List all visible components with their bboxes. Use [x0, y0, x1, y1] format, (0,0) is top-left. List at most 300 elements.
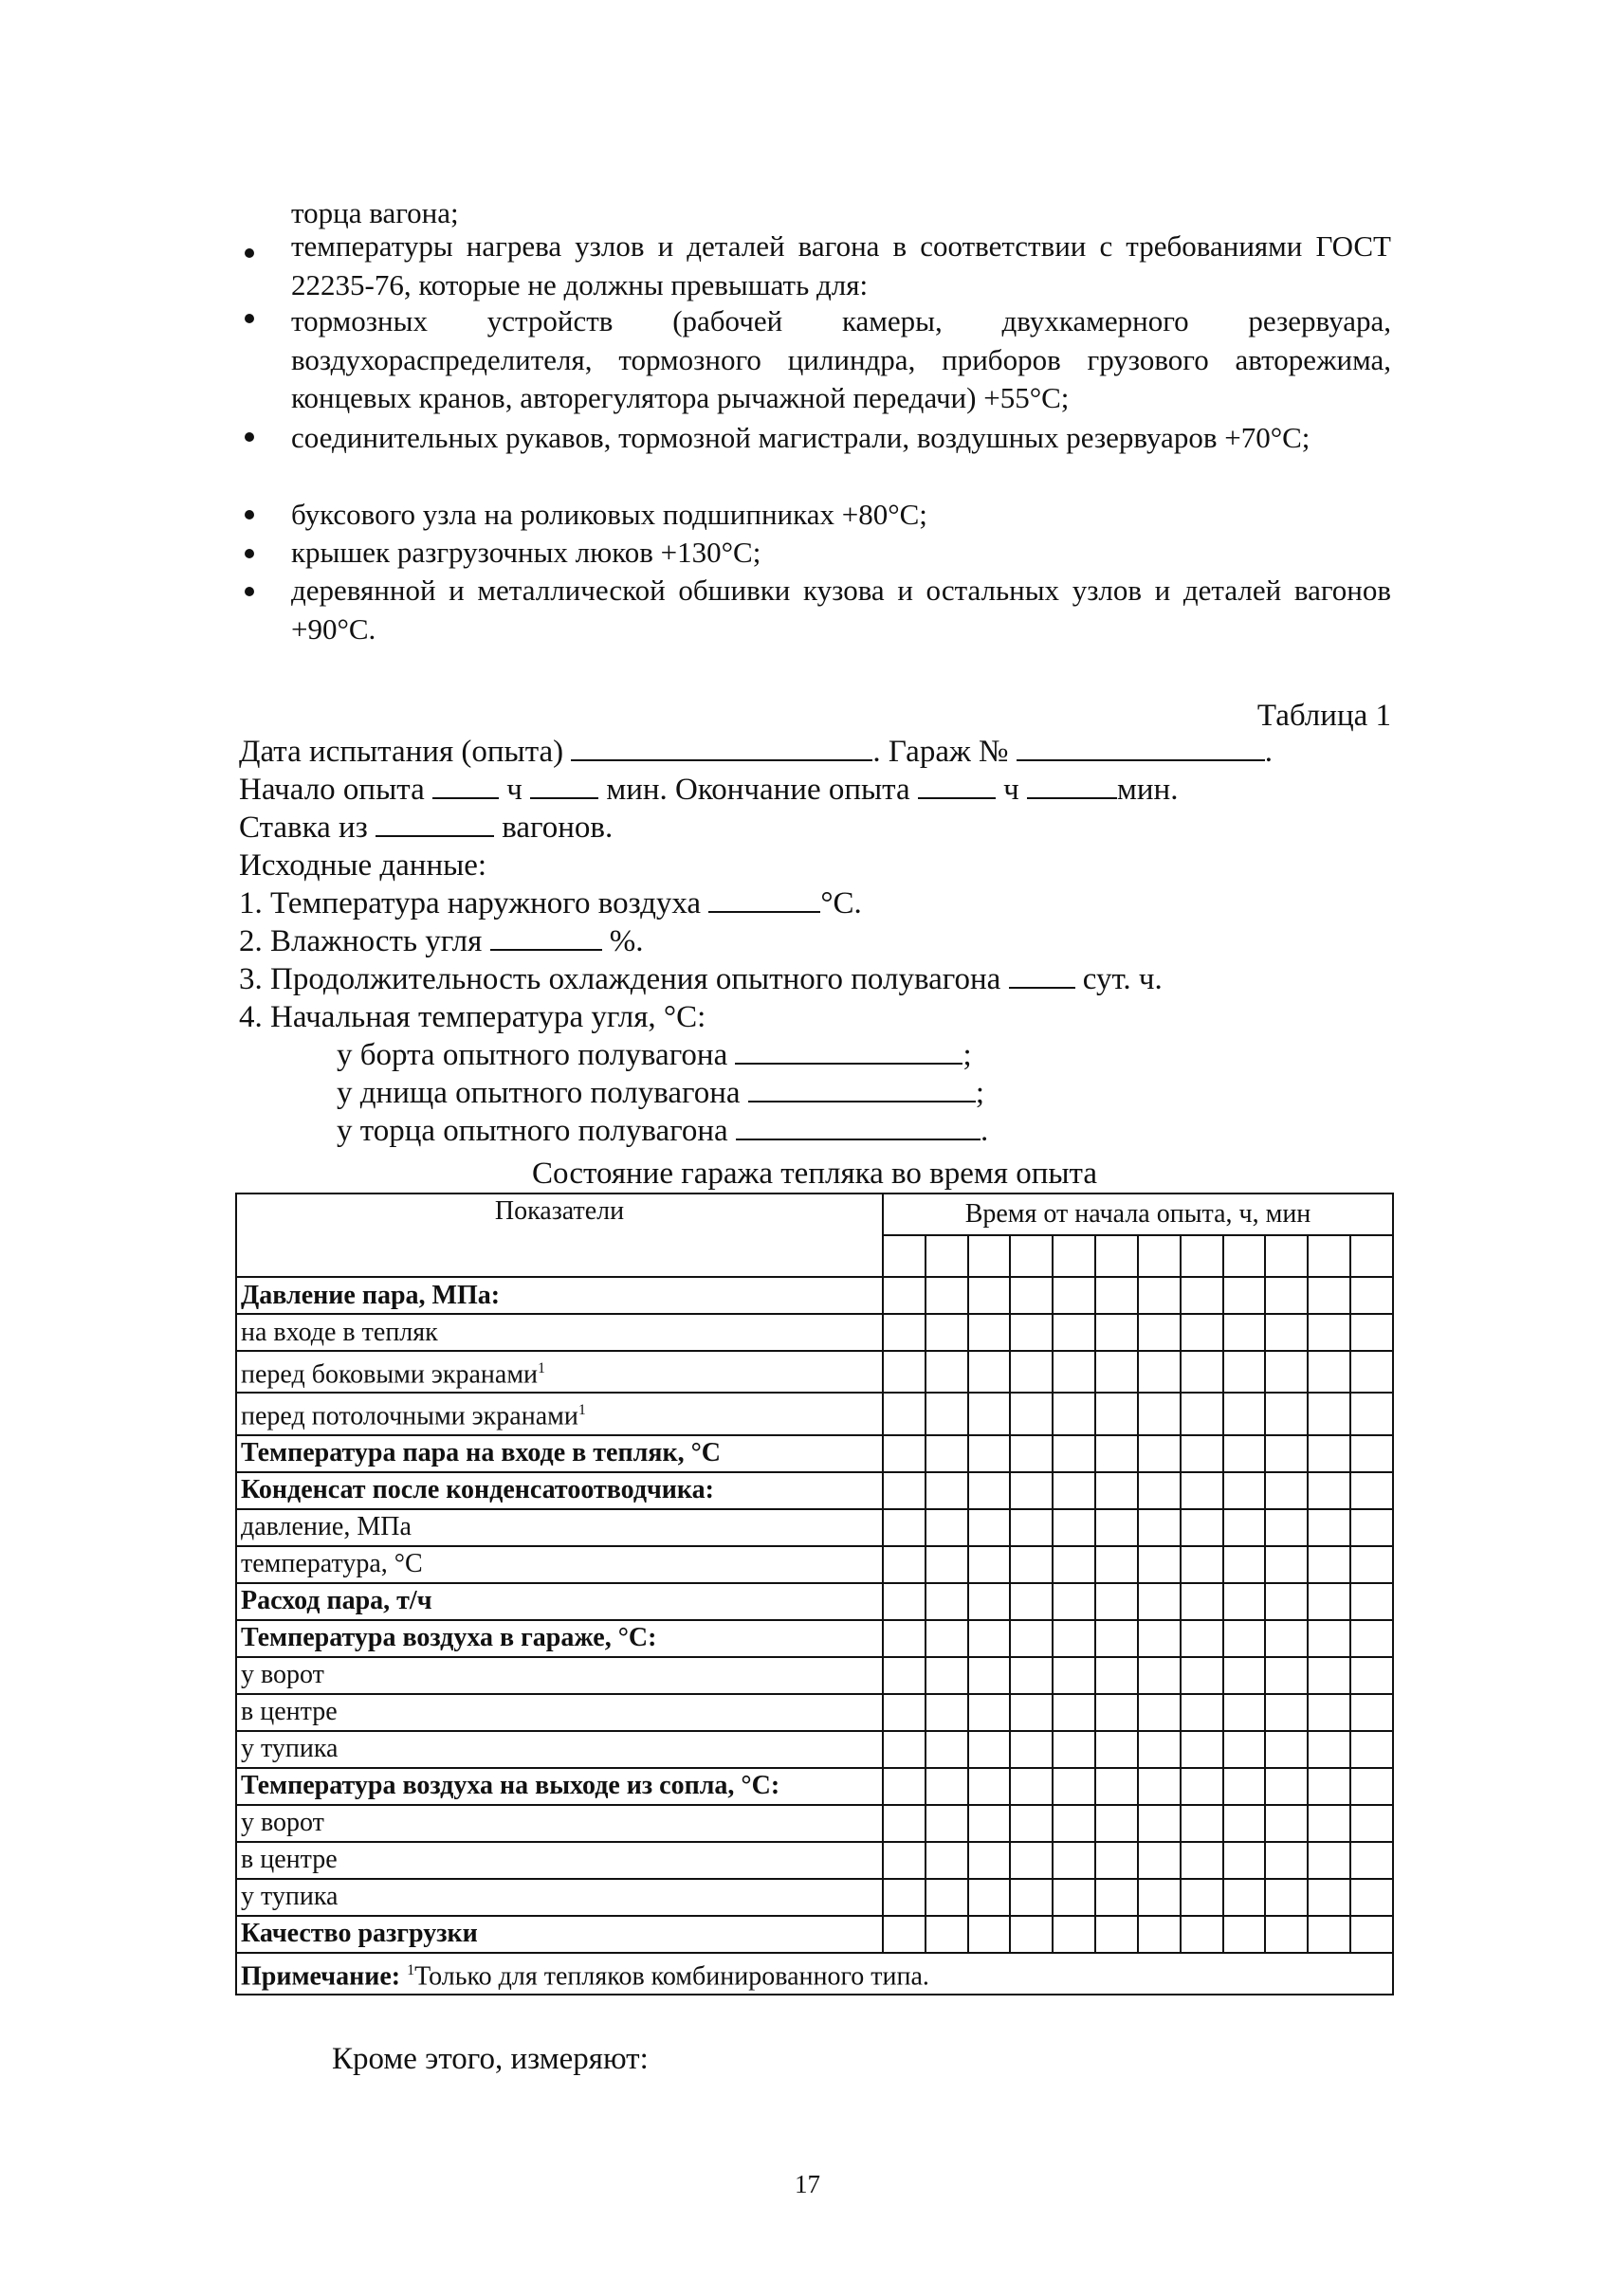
time-value-cell[interactable]	[1138, 1351, 1181, 1393]
time-value-cell[interactable]	[1350, 1694, 1393, 1731]
indicator-label: на входе в тепляк	[236, 1314, 883, 1351]
time-value-cell[interactable]	[883, 1314, 926, 1351]
time-value-cell[interactable]	[926, 1393, 968, 1434]
time-value-cell[interactable]	[1138, 1393, 1181, 1434]
time-column-cell[interactable]	[883, 1235, 926, 1277]
time-value-cell[interactable]	[883, 1277, 926, 1314]
time-value-cell[interactable]	[1265, 1393, 1308, 1434]
time-value-cell[interactable]	[1181, 1805, 1223, 1842]
time-value-cell[interactable]	[1350, 1314, 1393, 1351]
time-value-cell[interactable]	[1138, 1916, 1181, 1953]
time-value-cell[interactable]	[1265, 1620, 1308, 1657]
indicator-label: перед боковыми экранами$^1$	[236, 1351, 883, 1393]
time-value-cell[interactable]	[1138, 1435, 1181, 1472]
time-value-cell[interactable]	[1010, 1768, 1053, 1805]
time-value-cell[interactable]	[883, 1620, 926, 1657]
table-row	[236, 1277, 1393, 1314]
time-value-cell[interactable]	[1223, 1694, 1266, 1731]
time-value-cell[interactable]	[1010, 1879, 1053, 1916]
time-value-cell[interactable]	[968, 1472, 1011, 1509]
min-end-label: мин. Окончание опыта	[606, 773, 910, 807]
time-value-cell[interactable]	[1308, 1393, 1350, 1434]
time-value-cell[interactable]	[968, 1879, 1011, 1916]
time-value-cell[interactable]	[883, 1546, 926, 1583]
stavka-blank[interactable]	[376, 809, 494, 837]
time-value-cell[interactable]	[1223, 1546, 1266, 1583]
bullet-item: деревянной и металлической обшивки кузова и остальных узлов и деталей вагонов +90°С.	[291, 574, 1391, 646]
time-value-cell[interactable]	[1138, 1583, 1181, 1620]
time-value-cell[interactable]	[1010, 1351, 1053, 1393]
time-value-cell[interactable]	[1053, 1842, 1095, 1879]
time-value-cell[interactable]	[883, 1472, 926, 1509]
time-value-cell[interactable]	[1181, 1657, 1223, 1694]
time-value-cell[interactable]	[1010, 1694, 1053, 1731]
time-value-cell[interactable]	[883, 1768, 926, 1805]
time-value-cell[interactable]	[1138, 1657, 1181, 1694]
time-value-cell[interactable]	[1265, 1842, 1308, 1879]
time-value-cell[interactable]	[1095, 1351, 1138, 1393]
indicator-label: Конденсат после конденсатоотводчика:	[236, 1472, 883, 1509]
time-value-cell[interactable]	[926, 1842, 968, 1879]
time-value-cell[interactable]	[1010, 1277, 1053, 1314]
time-value-cell[interactable]	[1010, 1731, 1053, 1768]
time-value-cell[interactable]	[1308, 1657, 1350, 1694]
time-value-cell[interactable]	[1265, 1351, 1308, 1393]
time-value-cell[interactable]	[1053, 1657, 1095, 1694]
time-value-cell[interactable]	[1265, 1472, 1308, 1509]
intro-line: торца вагона;	[291, 196, 459, 229]
time-value-cell[interactable]	[1350, 1583, 1393, 1620]
sub-2-label: у днища опытного полувагона	[337, 1076, 741, 1110]
time-value-cell[interactable]	[1095, 1879, 1138, 1916]
start-hours-blank[interactable]	[432, 771, 499, 799]
table-row	[236, 1842, 1393, 1879]
time-value-cell[interactable]	[1350, 1916, 1393, 1953]
time-value-cell[interactable]	[1350, 1879, 1393, 1916]
time-value-cell[interactable]	[1223, 1472, 1266, 1509]
item-1-unit: °С.	[820, 886, 862, 920]
time-value-cell[interactable]	[926, 1435, 968, 1472]
time-value-cell[interactable]	[1053, 1694, 1095, 1731]
time-value-cell[interactable]	[1223, 1805, 1266, 1842]
time-column-cell[interactable]	[1308, 1235, 1350, 1277]
time-value-cell[interactable]	[1095, 1583, 1138, 1620]
date-blank[interactable]	[571, 733, 872, 761]
humidity-blank[interactable]	[490, 922, 602, 951]
time-value-cell[interactable]	[1265, 1805, 1308, 1842]
time-value-cell[interactable]	[1138, 1768, 1181, 1805]
time-value-cell[interactable]	[1095, 1842, 1138, 1879]
time-value-cell[interactable]	[1265, 1583, 1308, 1620]
time-value-cell[interactable]	[968, 1916, 1011, 1953]
time-value-cell[interactable]	[1053, 1583, 1095, 1620]
time-value-cell[interactable]	[1181, 1583, 1223, 1620]
time-column-cell[interactable]	[1350, 1235, 1393, 1277]
time-value-cell[interactable]	[1308, 1731, 1350, 1768]
time-value-cell[interactable]	[1095, 1916, 1138, 1953]
time-value-cell[interactable]	[1350, 1731, 1393, 1768]
time-value-cell[interactable]	[968, 1435, 1011, 1472]
outdoor-temp-blank[interactable]	[708, 884, 820, 913]
time-value-cell[interactable]	[1010, 1509, 1053, 1546]
indicator-label: Температура пара на входе в тепляк, °С	[236, 1435, 883, 1472]
garage-state-table	[235, 1193, 1394, 1995]
time-value-cell[interactable]	[1010, 1435, 1053, 1472]
indicator-label: Давление пара, МПа:	[236, 1277, 883, 1314]
time-value-cell[interactable]	[968, 1731, 1011, 1768]
stavka-label: Ставка из	[239, 811, 368, 845]
bullet-item: температуры нагрева узлов и деталей вагона в соответствии с требованиями ГОСТ 22235-76, которые не должны превышать для:	[291, 229, 1391, 301]
time-column-cell[interactable]	[968, 1235, 1011, 1277]
time-value-cell[interactable]	[1265, 1314, 1308, 1351]
time-value-cell[interactable]	[968, 1842, 1011, 1879]
time-value-cell[interactable]	[926, 1731, 968, 1768]
time-value-cell[interactable]	[968, 1277, 1011, 1314]
time-value-cell[interactable]	[1053, 1314, 1095, 1351]
time-value-cell[interactable]	[1265, 1731, 1308, 1768]
time-value-cell[interactable]	[883, 1435, 926, 1472]
time-value-cell[interactable]	[1223, 1916, 1266, 1953]
time-value-cell[interactable]	[1308, 1277, 1350, 1314]
note-sup: 1	[407, 1961, 415, 1978]
time-value-cell[interactable]	[1095, 1277, 1138, 1314]
time-value-cell[interactable]	[1010, 1546, 1053, 1583]
page-number: 17	[795, 2170, 820, 2198]
time-column-cell[interactable]	[1138, 1235, 1181, 1277]
time-value-cell[interactable]	[1181, 1509, 1223, 1546]
time-value-cell[interactable]	[1181, 1620, 1223, 1657]
time-value-cell[interactable]	[1308, 1805, 1350, 1842]
indicator-label: перед потолочными экранами$^1$	[236, 1393, 883, 1434]
time-value-cell[interactable]	[1095, 1731, 1138, 1768]
time-value-cell[interactable]	[1053, 1916, 1095, 1953]
time-value-cell[interactable]	[1265, 1694, 1308, 1731]
bullet-item: тормозных устройств (рабочей камеры, двухкамерного резервуара, воздухораспределителя, тормозного цилиндра, приборов грузового авторежима, концевых кранов, авторегулятора рычажной передачи) +55°С;	[291, 304, 1391, 414]
time-value-cell[interactable]	[1138, 1509, 1181, 1546]
time-value-cell[interactable]	[1265, 1657, 1308, 1694]
time-value-cell[interactable]	[1223, 1393, 1266, 1434]
time-value-cell[interactable]	[1350, 1277, 1393, 1314]
time-value-cell[interactable]	[1053, 1879, 1095, 1916]
time-value-cell[interactable]	[1095, 1768, 1138, 1805]
bullet-dot	[245, 587, 254, 596]
time-value-cell[interactable]	[1265, 1546, 1308, 1583]
time-value-cell[interactable]	[1181, 1694, 1223, 1731]
time-value-cell[interactable]	[1308, 1842, 1350, 1879]
time-value-cell[interactable]	[1350, 1472, 1393, 1509]
bullet-dot	[245, 248, 254, 258]
time-value-cell[interactable]	[1181, 1879, 1223, 1916]
time-value-cell[interactable]	[1053, 1393, 1095, 1434]
time-value-cell[interactable]	[1350, 1805, 1393, 1842]
time-value-cell[interactable]	[1308, 1583, 1350, 1620]
time-value-cell[interactable]	[968, 1393, 1011, 1434]
time-value-cell[interactable]	[1265, 1768, 1308, 1805]
time-value-cell[interactable]	[1223, 1768, 1266, 1805]
time-value-cell[interactable]	[1308, 1435, 1350, 1472]
time-value-cell[interactable]	[1053, 1546, 1095, 1583]
time-value-cell[interactable]	[1095, 1620, 1138, 1657]
indicator-label: в центре	[236, 1694, 883, 1731]
time-value-cell[interactable]	[1095, 1694, 1138, 1731]
time-value-cell[interactable]	[968, 1805, 1011, 1842]
time-value-cell[interactable]	[1350, 1546, 1393, 1583]
time-value-cell[interactable]	[1181, 1916, 1223, 1953]
time-value-cell[interactable]	[926, 1805, 968, 1842]
time-value-cell[interactable]	[1053, 1277, 1095, 1314]
time-value-cell[interactable]	[883, 1694, 926, 1731]
time-column-cell[interactable]	[1223, 1235, 1266, 1277]
time-value-cell[interactable]	[1010, 1916, 1053, 1953]
time-value-cell[interactable]	[926, 1916, 968, 1953]
time-value-cell[interactable]	[1010, 1583, 1053, 1620]
time-value-cell[interactable]	[1010, 1620, 1053, 1657]
time-value-cell[interactable]	[1308, 1694, 1350, 1731]
table-row	[236, 1393, 1393, 1434]
time-value-cell[interactable]	[1308, 1620, 1350, 1657]
note-row	[236, 1953, 1393, 1995]
end-hours-blank[interactable]	[918, 771, 996, 799]
time-value-cell[interactable]	[1138, 1731, 1181, 1768]
after-table-text: Кроме этого, измеряют:	[332, 2042, 649, 2076]
time-value-cell[interactable]	[1308, 1314, 1350, 1351]
time-value-cell[interactable]	[1053, 1731, 1095, 1768]
time-value-cell[interactable]	[968, 1694, 1011, 1731]
indicator-label: у тупика	[236, 1731, 883, 1768]
time-value-cell[interactable]	[883, 1583, 926, 1620]
time-value-cell[interactable]	[1095, 1805, 1138, 1842]
time-value-cell[interactable]	[1138, 1620, 1181, 1657]
bullet-dot	[245, 549, 254, 558]
time-column-cell[interactable]	[1265, 1235, 1308, 1277]
end-minutes-blank[interactable]	[1027, 771, 1117, 799]
indicator-label: Температура воздуха на выходе из сопла, °С:	[236, 1768, 883, 1805]
time-value-cell[interactable]	[1181, 1393, 1223, 1434]
time-value-cell[interactable]	[1095, 1435, 1138, 1472]
table-row	[236, 1472, 1393, 1509]
time-value-cell[interactable]	[1095, 1393, 1138, 1434]
time-value-cell[interactable]	[1010, 1472, 1053, 1509]
time-value-cell[interactable]	[926, 1694, 968, 1731]
time-value-cell[interactable]	[1308, 1351, 1350, 1393]
cooling-duration-blank[interactable]	[1009, 960, 1075, 989]
time-value-cell[interactable]	[1265, 1879, 1308, 1916]
time-value-cell[interactable]	[968, 1620, 1011, 1657]
time-value-cell[interactable]	[883, 1879, 926, 1916]
time-value-cell[interactable]	[1138, 1879, 1181, 1916]
time-value-cell[interactable]	[883, 1657, 926, 1694]
time-value-cell[interactable]	[926, 1472, 968, 1509]
time-value-cell[interactable]	[1223, 1509, 1266, 1546]
time-value-cell[interactable]	[1053, 1472, 1095, 1509]
end-temp-blank[interactable]	[736, 1112, 981, 1140]
time-value-cell[interactable]	[1095, 1472, 1138, 1509]
time-value-cell[interactable]	[1138, 1694, 1181, 1731]
minutes-unit: мин.	[1117, 773, 1179, 807]
bullet-item: буксового узла на роликовых подшипниках +80°С;	[291, 498, 927, 531]
start-minutes-blank[interactable]	[530, 771, 598, 799]
time-value-cell[interactable]	[1053, 1768, 1095, 1805]
time-value-cell[interactable]	[968, 1768, 1011, 1805]
garage-label: . Гараж №	[872, 735, 1009, 769]
time-value-cell[interactable]	[1308, 1916, 1350, 1953]
time-value-cell[interactable]	[1095, 1546, 1138, 1583]
time-value-cell[interactable]	[968, 1509, 1011, 1546]
time-value-cell[interactable]	[1350, 1393, 1393, 1434]
time-value-cell[interactable]	[1308, 1472, 1350, 1509]
bullet-dot	[245, 314, 254, 323]
time-column-cell[interactable]	[1010, 1235, 1053, 1277]
time-value-cell[interactable]	[1350, 1351, 1393, 1393]
time-value-cell[interactable]	[1223, 1277, 1266, 1314]
time-value-cell[interactable]	[1223, 1731, 1266, 1768]
time-value-cell[interactable]	[1350, 1768, 1393, 1805]
time-value-cell[interactable]	[968, 1351, 1011, 1393]
time-value-cell[interactable]	[926, 1657, 968, 1694]
time-value-cell[interactable]	[1010, 1657, 1053, 1694]
time-value-cell[interactable]	[1095, 1509, 1138, 1546]
time-value-cell[interactable]	[1265, 1509, 1308, 1546]
time-value-cell[interactable]	[968, 1657, 1011, 1694]
time-value-cell[interactable]	[883, 1805, 926, 1842]
note-text: Только для тепляков комбинированного типа.	[414, 1960, 929, 1991]
time-column-cell[interactable]	[1181, 1235, 1223, 1277]
time-value-cell[interactable]	[968, 1314, 1011, 1351]
time-column-cell[interactable]	[1095, 1235, 1138, 1277]
time-value-cell[interactable]	[1010, 1393, 1053, 1434]
time-column-cell[interactable]	[1053, 1235, 1095, 1277]
state-title: Состояние гаража тепляка во время опыта	[531, 1157, 1097, 1191]
table-row	[236, 1583, 1393, 1620]
time-value-cell[interactable]	[1223, 1620, 1266, 1657]
item-2	[239, 922, 644, 961]
time-value-cell[interactable]	[926, 1509, 968, 1546]
time-value-cell[interactable]	[1181, 1351, 1223, 1393]
time-value-cell[interactable]	[1265, 1916, 1308, 1953]
table-row	[236, 1879, 1393, 1916]
time-value-cell[interactable]	[926, 1583, 968, 1620]
indicator-label: Расход пара, т/ч	[236, 1583, 883, 1620]
item-3-unit: сут. ч.	[1082, 962, 1163, 996]
table-row	[236, 1509, 1393, 1546]
time-value-cell[interactable]	[1308, 1546, 1350, 1583]
time-value-cell[interactable]	[1350, 1509, 1393, 1546]
col-header-indicators: Показатели	[236, 1194, 883, 1277]
time-value-cell[interactable]	[1138, 1314, 1181, 1351]
time-value-cell[interactable]	[1181, 1546, 1223, 1583]
item-4-sub-1: у борта опытного полувагона ;	[337, 1038, 972, 1072]
bullet-dot	[245, 432, 254, 442]
time-value-cell[interactable]	[1095, 1657, 1138, 1694]
time-value-cell[interactable]	[1138, 1277, 1181, 1314]
time-value-cell[interactable]	[1308, 1768, 1350, 1805]
time-value-cell[interactable]	[1138, 1805, 1181, 1842]
hours-unit: ч	[506, 773, 522, 807]
time-value-cell[interactable]	[1138, 1546, 1181, 1583]
time-value-cell[interactable]	[1053, 1435, 1095, 1472]
bullet-dot	[245, 510, 254, 519]
time-value-cell[interactable]	[1223, 1879, 1266, 1916]
side-temp-blank[interactable]	[735, 1036, 962, 1065]
time-value-cell[interactable]	[1223, 1351, 1266, 1393]
table-row	[236, 1768, 1393, 1805]
indicator-label: у тупика	[236, 1879, 883, 1916]
time-value-cell[interactable]	[1181, 1842, 1223, 1879]
time-value-cell[interactable]	[1223, 1435, 1266, 1472]
note-label: Примечание:	[241, 1960, 401, 1991]
time-value-cell[interactable]	[1223, 1314, 1266, 1351]
time-value-cell[interactable]	[1350, 1657, 1393, 1694]
time-value-cell[interactable]	[883, 1842, 926, 1879]
time-value-cell[interactable]	[883, 1731, 926, 1768]
time-value-cell[interactable]	[1053, 1351, 1095, 1393]
time-value-cell[interactable]	[883, 1509, 926, 1546]
time-value-cell[interactable]	[1181, 1277, 1223, 1314]
time-value-cell[interactable]	[926, 1277, 968, 1314]
time-value-cell[interactable]	[1138, 1472, 1181, 1509]
time-column-cell[interactable]	[926, 1235, 968, 1277]
time-value-cell[interactable]	[1010, 1842, 1053, 1879]
hours-unit: ч	[1003, 773, 1019, 807]
time-value-cell[interactable]	[1308, 1509, 1350, 1546]
time-value-cell[interactable]	[1181, 1435, 1223, 1472]
sub-3-label: у торца опытного полувагона	[337, 1114, 728, 1148]
time-value-cell[interactable]	[926, 1314, 968, 1351]
time-value-cell[interactable]	[883, 1916, 926, 1953]
sub-1-label: у борта опытного полувагона	[337, 1038, 728, 1072]
time-value-cell[interactable]	[926, 1879, 968, 1916]
time-value-cell[interactable]	[926, 1768, 968, 1805]
table-row	[236, 1731, 1393, 1768]
time-value-cell[interactable]	[1053, 1509, 1095, 1546]
time-value-cell[interactable]	[1010, 1805, 1053, 1842]
time-value-cell[interactable]	[1138, 1842, 1181, 1879]
time-value-cell[interactable]	[1350, 1620, 1393, 1657]
item-4-sub-2: у днища опытного полувагона ;	[337, 1076, 984, 1110]
garage-blank[interactable]	[1017, 733, 1265, 761]
time-value-cell[interactable]	[1265, 1277, 1308, 1314]
time-value-cell[interactable]	[926, 1546, 968, 1583]
time-value-cell[interactable]	[1181, 1768, 1223, 1805]
time-value-cell[interactable]	[926, 1351, 968, 1393]
time-value-cell[interactable]	[1223, 1842, 1266, 1879]
time-value-cell[interactable]	[1265, 1435, 1308, 1472]
time-value-cell[interactable]	[1181, 1472, 1223, 1509]
time-value-cell[interactable]	[1010, 1314, 1053, 1351]
indicator-label: Температура воздуха в гараже, °С:	[236, 1620, 883, 1657]
time-value-cell[interactable]	[1223, 1657, 1266, 1694]
time-value-cell[interactable]	[1350, 1435, 1393, 1472]
time-value-cell[interactable]	[1181, 1314, 1223, 1351]
time-value-cell[interactable]	[926, 1620, 968, 1657]
time-value-cell[interactable]	[1053, 1805, 1095, 1842]
time-value-cell[interactable]	[1181, 1731, 1223, 1768]
time-value-cell[interactable]	[1350, 1842, 1393, 1879]
table-row	[236, 1916, 1393, 1953]
table-row	[236, 1314, 1393, 1351]
time-value-cell[interactable]	[883, 1393, 926, 1434]
time-value-cell[interactable]	[1053, 1620, 1095, 1657]
time-value-cell[interactable]	[883, 1351, 926, 1393]
time-value-cell[interactable]	[968, 1546, 1011, 1583]
time-value-cell[interactable]	[968, 1583, 1011, 1620]
item-1	[239, 884, 862, 923]
indicator-label: у ворот	[236, 1805, 883, 1842]
time-value-cell[interactable]	[1223, 1583, 1266, 1620]
time-value-cell[interactable]	[1308, 1879, 1350, 1916]
time-value-cell[interactable]	[1095, 1314, 1138, 1351]
bottom-temp-blank[interactable]	[748, 1074, 976, 1102]
